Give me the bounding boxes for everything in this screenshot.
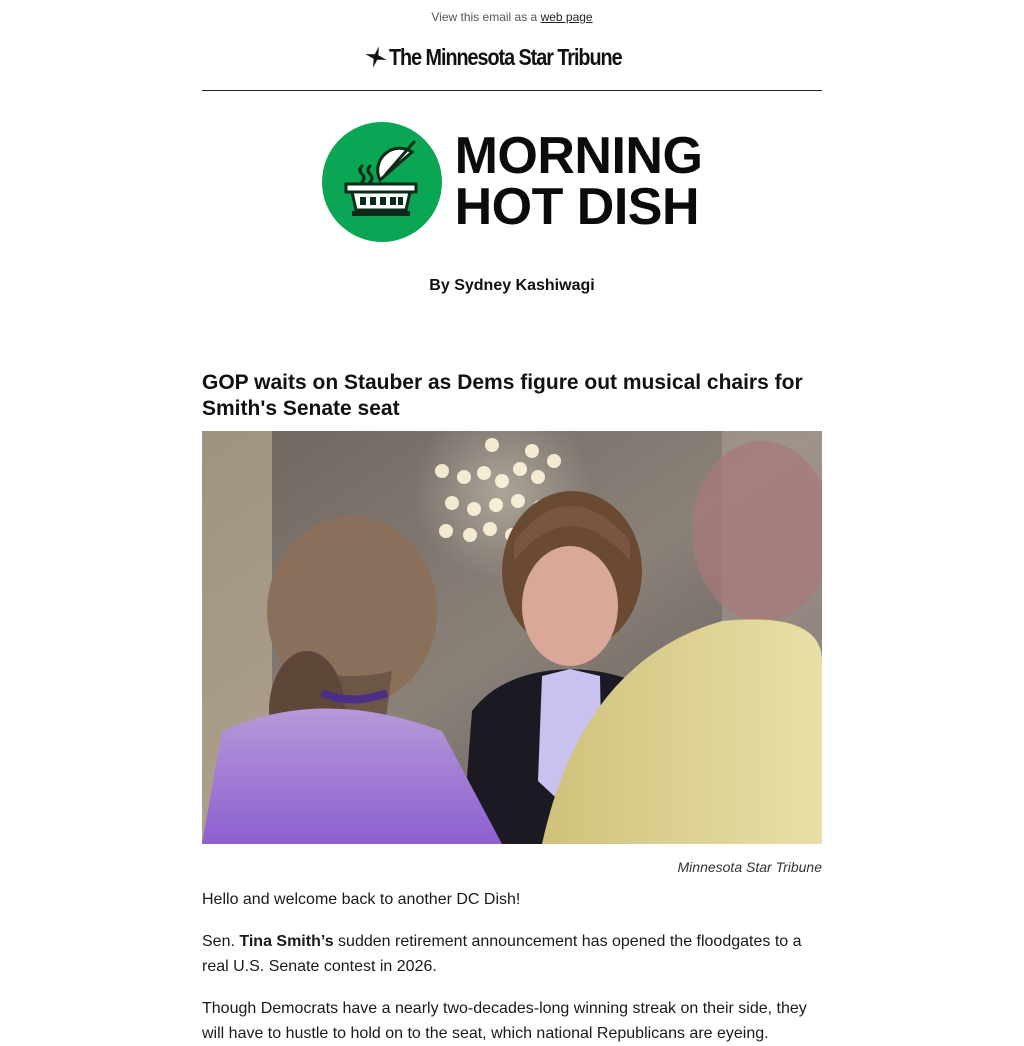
newsletter-title-line2: HOT DISH [454, 178, 700, 236]
paragraph-announcement-post: sudden retirement announcement has opened the floodgates to a real U.S. Senate contest in 2026. [202, 933, 802, 975]
article-photo[interactable] [202, 431, 822, 844]
masthead-divider [202, 90, 822, 91]
article-headline[interactable]: GOP waits on Stauber as Dems figure out musical chairs for Smith's Senate seat [202, 371, 803, 420]
paragraph-announcement [202, 929, 822, 979]
photo-illustration [202, 431, 822, 844]
preheader-text: View this email as a [431, 10, 541, 24]
star-icon [365, 46, 387, 68]
newsletter-title [454, 127, 703, 236]
paragraph-democrats: Though Democrats have a nearly two-decades-long winning streak on their side, they will have to hustle to hold on to the seat, which national Republicans are eyeing. [202, 1000, 807, 1042]
paragraph-announcement-pre: Sen. [202, 933, 240, 950]
email-container [202, 0, 822, 1046]
newsletter-title-line1: MORNING [454, 127, 703, 185]
masthead[interactable] [202, 38, 822, 76]
web-page-link[interactable]: web page [540, 10, 593, 24]
newsletter-header [202, 122, 822, 242]
paragraph-intro: Hello and welcome back to another DC Dish! [202, 891, 521, 908]
byline: By Sydney Kashiwagi [429, 277, 595, 294]
masthead-brand: The Minnesota Star Tribune [388, 43, 622, 70]
hot-dish-icon [322, 122, 442, 242]
preheader [202, 0, 822, 26]
tina-smith-name: Tina Smith’s [239, 933, 334, 950]
photo-caption: Minnesota Star Tribune [677, 859, 822, 875]
